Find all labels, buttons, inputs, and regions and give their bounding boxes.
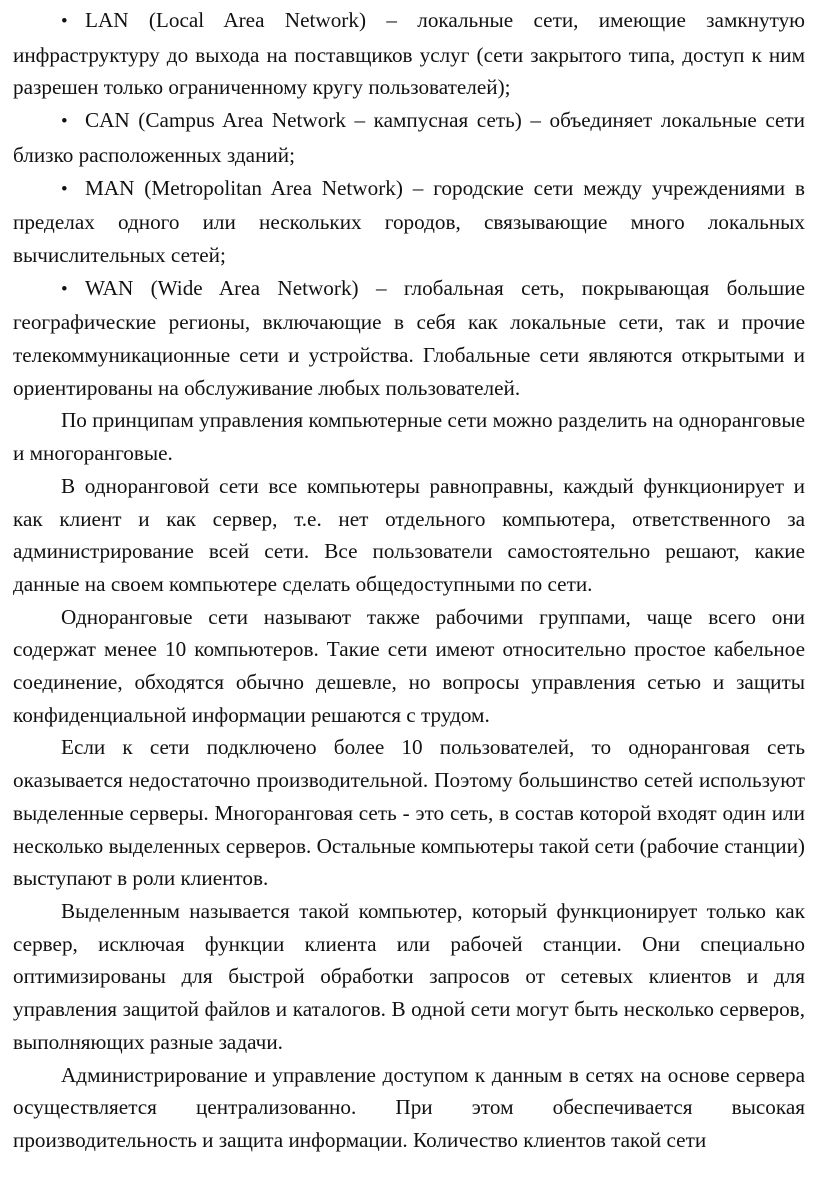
bullet-text: CAN (Campus Area Network – кампусная сеть) – объединяет локальные сети близко расположенных зданий; — [13, 108, 805, 167]
bullet-icon: • — [61, 111, 68, 133]
paragraph-dedicated-definition: Выделенным называется такой компьютер, который функционирует только как сервер, исключая функции клиента или рабочей станции. Они специально оптимизированы для быстрой обработки запросов от сетевых клиентов и для управления защитой файлов и каталогов. В одной сети могут быть несколько серверов, выполняющих разные задачи. — [13, 898, 805, 1054]
bullet-item-wan — [13, 272, 805, 405]
paragraph-dedicated-servers: Если к сети подключено более 10 пользователей, то одноранговая сеть оказывается недостаточно производительной. Поэтому большинство сетей используют выделенные серверы. Многоранговая сеть - это сеть, в состав которой входят один или несколько выделенных серверов. Остальные компьютеры такой сети (рабочие станции) выступают в роли клиентов. — [13, 735, 805, 891]
bullet-text: MAN (Metropolitan Area Network) – городские сети между учреждениями в пределах одного или нескольких городов, связывающие много локальных вычислительных сетей; — [13, 175, 805, 267]
bullet-text: WAN (Wide Area Network) – глобальная сеть, покрывающая большие географические регионы, включающие в себя как локальные сети, так и прочие телекоммуникационные сети и устройства. Глобальные сети являются открытыми и ориентированы на обслуживание любых пользователей. — [13, 275, 805, 400]
bullet-icon: • — [61, 11, 68, 32]
bullet-icon: • — [61, 278, 68, 300]
bullet-item-man — [13, 172, 805, 272]
paragraph-peer-to-peer: В одноранговой сети все компьютеры равноправны, каждый функционирует и как клиент и как сервер, т.е. нет отдельного компьютера, ответственного за администрирование всей сети. Все пользователи самостоятельно решают, какие данные на своем компьютере сделать общедоступными по сети. — [13, 473, 805, 596]
bullet-item-can — [13, 104, 805, 171]
document-page — [13, 4, 805, 1157]
paragraph-administration: Администрирование и управление доступом к данным в сетях на основе сервера осуществляется централизованно. При этом обеспечивается высокая производительность и защита информации. Количество клиентов такой сети — [13, 1062, 805, 1152]
bullet-icon: • — [61, 178, 68, 200]
bullet-text: LAN (Local Area Network) – локальные сети, имеющие замкнутую инфраструктуру до выхода на поставщиков услуг (сети закрытого типа, доступ к ним разрешен только ограниченному кругу пользователей); — [13, 8, 805, 100]
bullet-item-lan — [13, 4, 805, 104]
paragraph-workgroups: Одноранговые сети называют также рабочими группами, чаще всего они содержат менее 10 компьютеров. Такие сети имеют относительно простое кабельное соединение, обходятся обычно дешевле, но вопросы управления сетью и защиты конфиденциальной информации решаются с трудом. — [13, 604, 805, 727]
paragraph-management-principles: По принципам управления компьютерные сети можно разделить на одноранговые и многоранговые. — [13, 408, 805, 466]
